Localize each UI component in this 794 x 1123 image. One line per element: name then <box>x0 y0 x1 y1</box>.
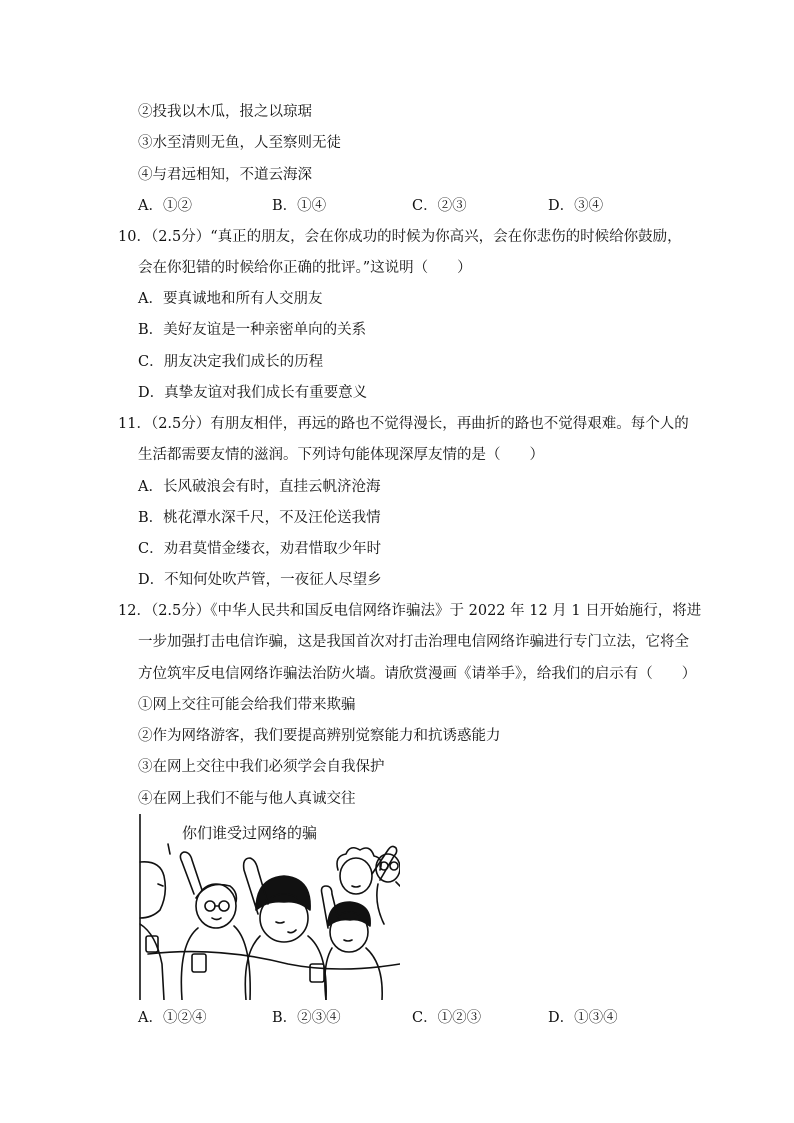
q9-option-b: B．①④ <box>272 198 327 214</box>
q10-option-a: A．要真诚地和所有人交朋友 <box>138 291 323 307</box>
q11-option-a: A．长风破浪会有时，直挂云帆济沧海 <box>138 479 381 495</box>
q12-option-d: D．①③④ <box>548 1010 618 1026</box>
q10-stem-line-1: 10．（2.5分）“真正的朋友，会在你成功的时候为你高兴，会在你悲伤的时候给你鼓励， <box>118 229 682 245</box>
q10-option-b: B．美好友谊是一种亲密单向的关系 <box>138 322 367 338</box>
q10-option-d: D．真挚友谊对我们成长有重要意义 <box>138 385 368 401</box>
q9-option-c: C．②③ <box>412 198 467 214</box>
q12-item-3: ③在网上交往中我们必须学会自我保护 <box>138 759 385 775</box>
q9-option-a: A．①② <box>138 198 192 214</box>
q9-option-d: D．③④ <box>548 198 604 214</box>
q11-option-d: D．不知何处吹芦管，一夜征人尽望乡 <box>138 572 382 588</box>
cartoon-raise-hands <box>138 814 400 1000</box>
q12-stem-line-1: 12．（2.5分）《中华人民共和国反电信网络诈骗法》于 2022 年 12 月 1 日开始施行，将进 <box>118 603 702 619</box>
q9-item-2: ②投我以木瓜，报之以琼琚 <box>138 104 312 120</box>
q10-option-c: C．朋友决定我们成长的历程 <box>138 354 324 370</box>
q12-option-a: A．①②④ <box>138 1010 207 1026</box>
cartoon-caption: 你们谁受过网络的骗 <box>182 824 318 842</box>
q12-item-1: ①网上交往可能会给我们带来欺骗 <box>138 697 356 713</box>
q12-option-b: B．②③④ <box>272 1010 341 1026</box>
q9-item-4: ④与君远相知，不道云海深 <box>138 167 312 183</box>
q10-stem-line-2: 会在你犯错的时候给你正确的批评。”这说明（ ） <box>138 260 472 276</box>
q11-option-b: B．桃花潭水深千尺，不及汪伦送我情 <box>138 510 381 526</box>
q12-item-2: ②作为网络游客，我们要提高辨别觉察能力和抗诱惑能力 <box>138 728 501 744</box>
q12-item-4: ④在网上我们不能与他人真诚交往 <box>138 791 356 807</box>
q9-item-3: ③水至清则无鱼，人至察则无徒 <box>138 135 341 151</box>
q12-stem-line-2: 一步加强打击电信诈骗，这是我国首次对打击治理电信网络诈骗进行专门立法，它将全 <box>138 634 689 650</box>
q11-stem-line-2: 生活都需要友情的滋润。下列诗句能体现深厚友情的是（ ） <box>138 447 544 463</box>
cartoon-drawing <box>138 814 400 1000</box>
q12-option-c: C．①②③ <box>412 1010 482 1026</box>
q12-stem-line-3: 方位筑牢反电信网络诈骗法治防火墙。请欣赏漫画《请举手》，给我们的启示有（ ） <box>138 666 697 682</box>
q11-stem-line-1: 11．（2.5分）有朋友相伴，再远的路也不觉得漫长，再曲折的路也不觉得艰难。每个人的 <box>118 416 689 432</box>
q11-option-c: C．劝君莫惜金缕衣，劝君惜取少年时 <box>138 541 382 557</box>
